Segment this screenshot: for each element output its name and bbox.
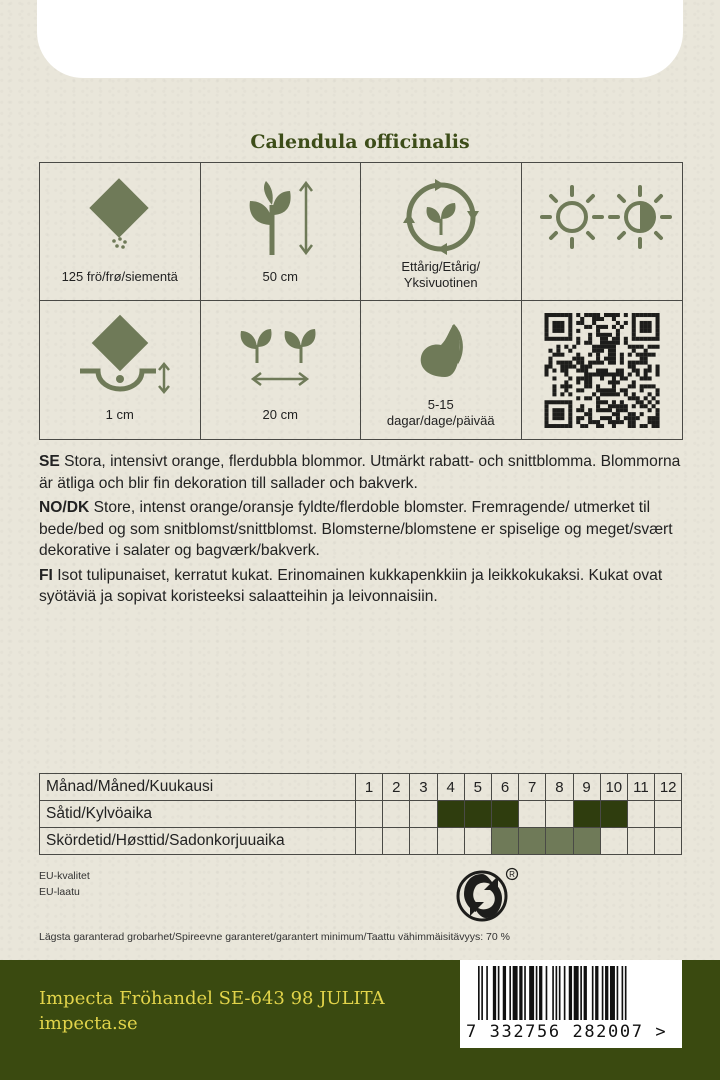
month-7: 7 [519,774,546,801]
sowing-calendar [39,773,682,855]
harv-month-6 [491,828,518,855]
month-1: 1 [356,774,383,801]
sowing-depth-icon [70,309,170,399]
month-4: 4 [437,774,464,801]
sow-month-8 [546,801,573,828]
calendar-row-label: Såtid/Kylvöaika [40,801,356,828]
calendar-row-label: Skördetid/Høsttid/Sadonkorjuuaika [40,828,356,855]
sow-month-11 [627,801,654,828]
germination-icon [401,315,481,395]
sow-month-5 [464,801,491,828]
seed-packet-icon [80,177,160,257]
harv-month-10 [600,828,627,855]
month-5: 5 [464,774,491,801]
svg-text:R: R [509,870,515,879]
harv-month-12 [655,828,682,855]
lifecycle-caption-2: Yksivuotinen [403,275,478,290]
germination-caption-2: dagar/dage/päivää [386,413,495,428]
harv-month-4 [437,828,464,855]
sow-month-2 [383,801,410,828]
harv-month-8 [546,828,573,855]
species-name: Calendula officinalis [250,131,470,153]
harv-month-7 [519,828,546,855]
sow-month-7 [519,801,546,828]
month-11: 11 [627,774,654,801]
month-9: 9 [573,774,600,801]
descriptions [39,451,689,611]
seeds-caption: 125 frö/frø/siementä [61,269,178,284]
company-address [39,986,385,1036]
lifecycle-caption-1: Ettårig/Etårig/ [401,259,481,274]
company-name: Impecta Fröhandel SE-643 98 JULITA [39,988,385,1009]
annual-cycle-icon [401,177,481,257]
height-caption: 50 cm [262,269,298,284]
cell-spacing [201,301,362,439]
info-grid [39,162,683,440]
desc-se: SE Stora, intensivt orange, flerdubbla blommor. Utmärkt rabatt- och snittblomma. Blommorna är ätliga och blir fin dekoration till sallader och bakverk. [39,453,681,492]
harv-month-5 [464,828,491,855]
calendar-header-row [40,774,682,801]
barcode-number: 7 332756 282007 > [466,1022,668,1042]
hanger-cutout [37,0,683,78]
sow-month-10 [600,801,627,828]
calendar-header-label: Månad/Måned/Kuukausi [40,774,356,801]
cell-height [201,163,362,301]
calendar-row-sow [40,801,682,828]
sow-month-6 [491,801,518,828]
month-10: 10 [600,774,627,801]
cell-depth [40,301,201,439]
sow-month-3 [410,801,437,828]
month-2: 2 [383,774,410,801]
harv-month-3 [410,828,437,855]
barcode-bars [460,960,682,1020]
harv-month-2 [383,828,410,855]
cell-seeds [40,163,201,301]
barcode [460,960,682,1048]
harv-month-9 [573,828,600,855]
plant-spacing-icon [235,319,325,399]
depth-caption: 1 cm [105,407,134,422]
cell-sun [522,163,683,301]
sow-month-12 [655,801,682,828]
qr-code-icon[interactable] [542,313,662,428]
month-8: 8 [546,774,573,801]
desc-fi: FI Isot tulipunaiset, kerratut kukat. Erinomainen kukkapenkkiin ja leikkokukaksi. Kukat ovat syötäviä ja sopivat koristeeksi salaatteihin ja leivonnaisiin. [39,566,663,605]
germination-rate: Lägsta garanterad grobarhet/Spireevne garanteret/garantert minimum/Taattu vähimmäisitävyys: 70 % [39,931,510,943]
harv-month-11 [627,828,654,855]
calendar-row-harv [40,828,682,855]
cell-germination [361,301,522,439]
cell-lifecycle [361,163,522,301]
month-3: 3 [410,774,437,801]
germination-caption-1: 5-15 [427,397,454,412]
sow-month-9 [573,801,600,828]
month-12: 12 [655,774,682,801]
company-web[interactable]: impecta.se [39,1013,138,1034]
spacing-caption: 20 cm [262,407,298,422]
eu-quality: EU-kvalitet EU-laatu [39,870,90,898]
month-6: 6 [491,774,518,801]
plant-height-icon [240,177,320,257]
cell-qr [522,301,683,439]
harv-month-1 [356,828,383,855]
sow-month-1 [356,801,383,828]
desc-nodk: NO/DK Store, intenst orange/oransje fyldte/flerdoble blomster. Fremragende/ utmerket til bede/bed og som snitblomst/snittblomst. Blomsterne/blomstene er spiselige og meget/svært dekorative i salater og bagværk/bakverk. [39,499,673,559]
green-dot-icon [456,866,520,926]
sun-halfshade-icon [532,177,672,257]
sow-month-4 [437,801,464,828]
